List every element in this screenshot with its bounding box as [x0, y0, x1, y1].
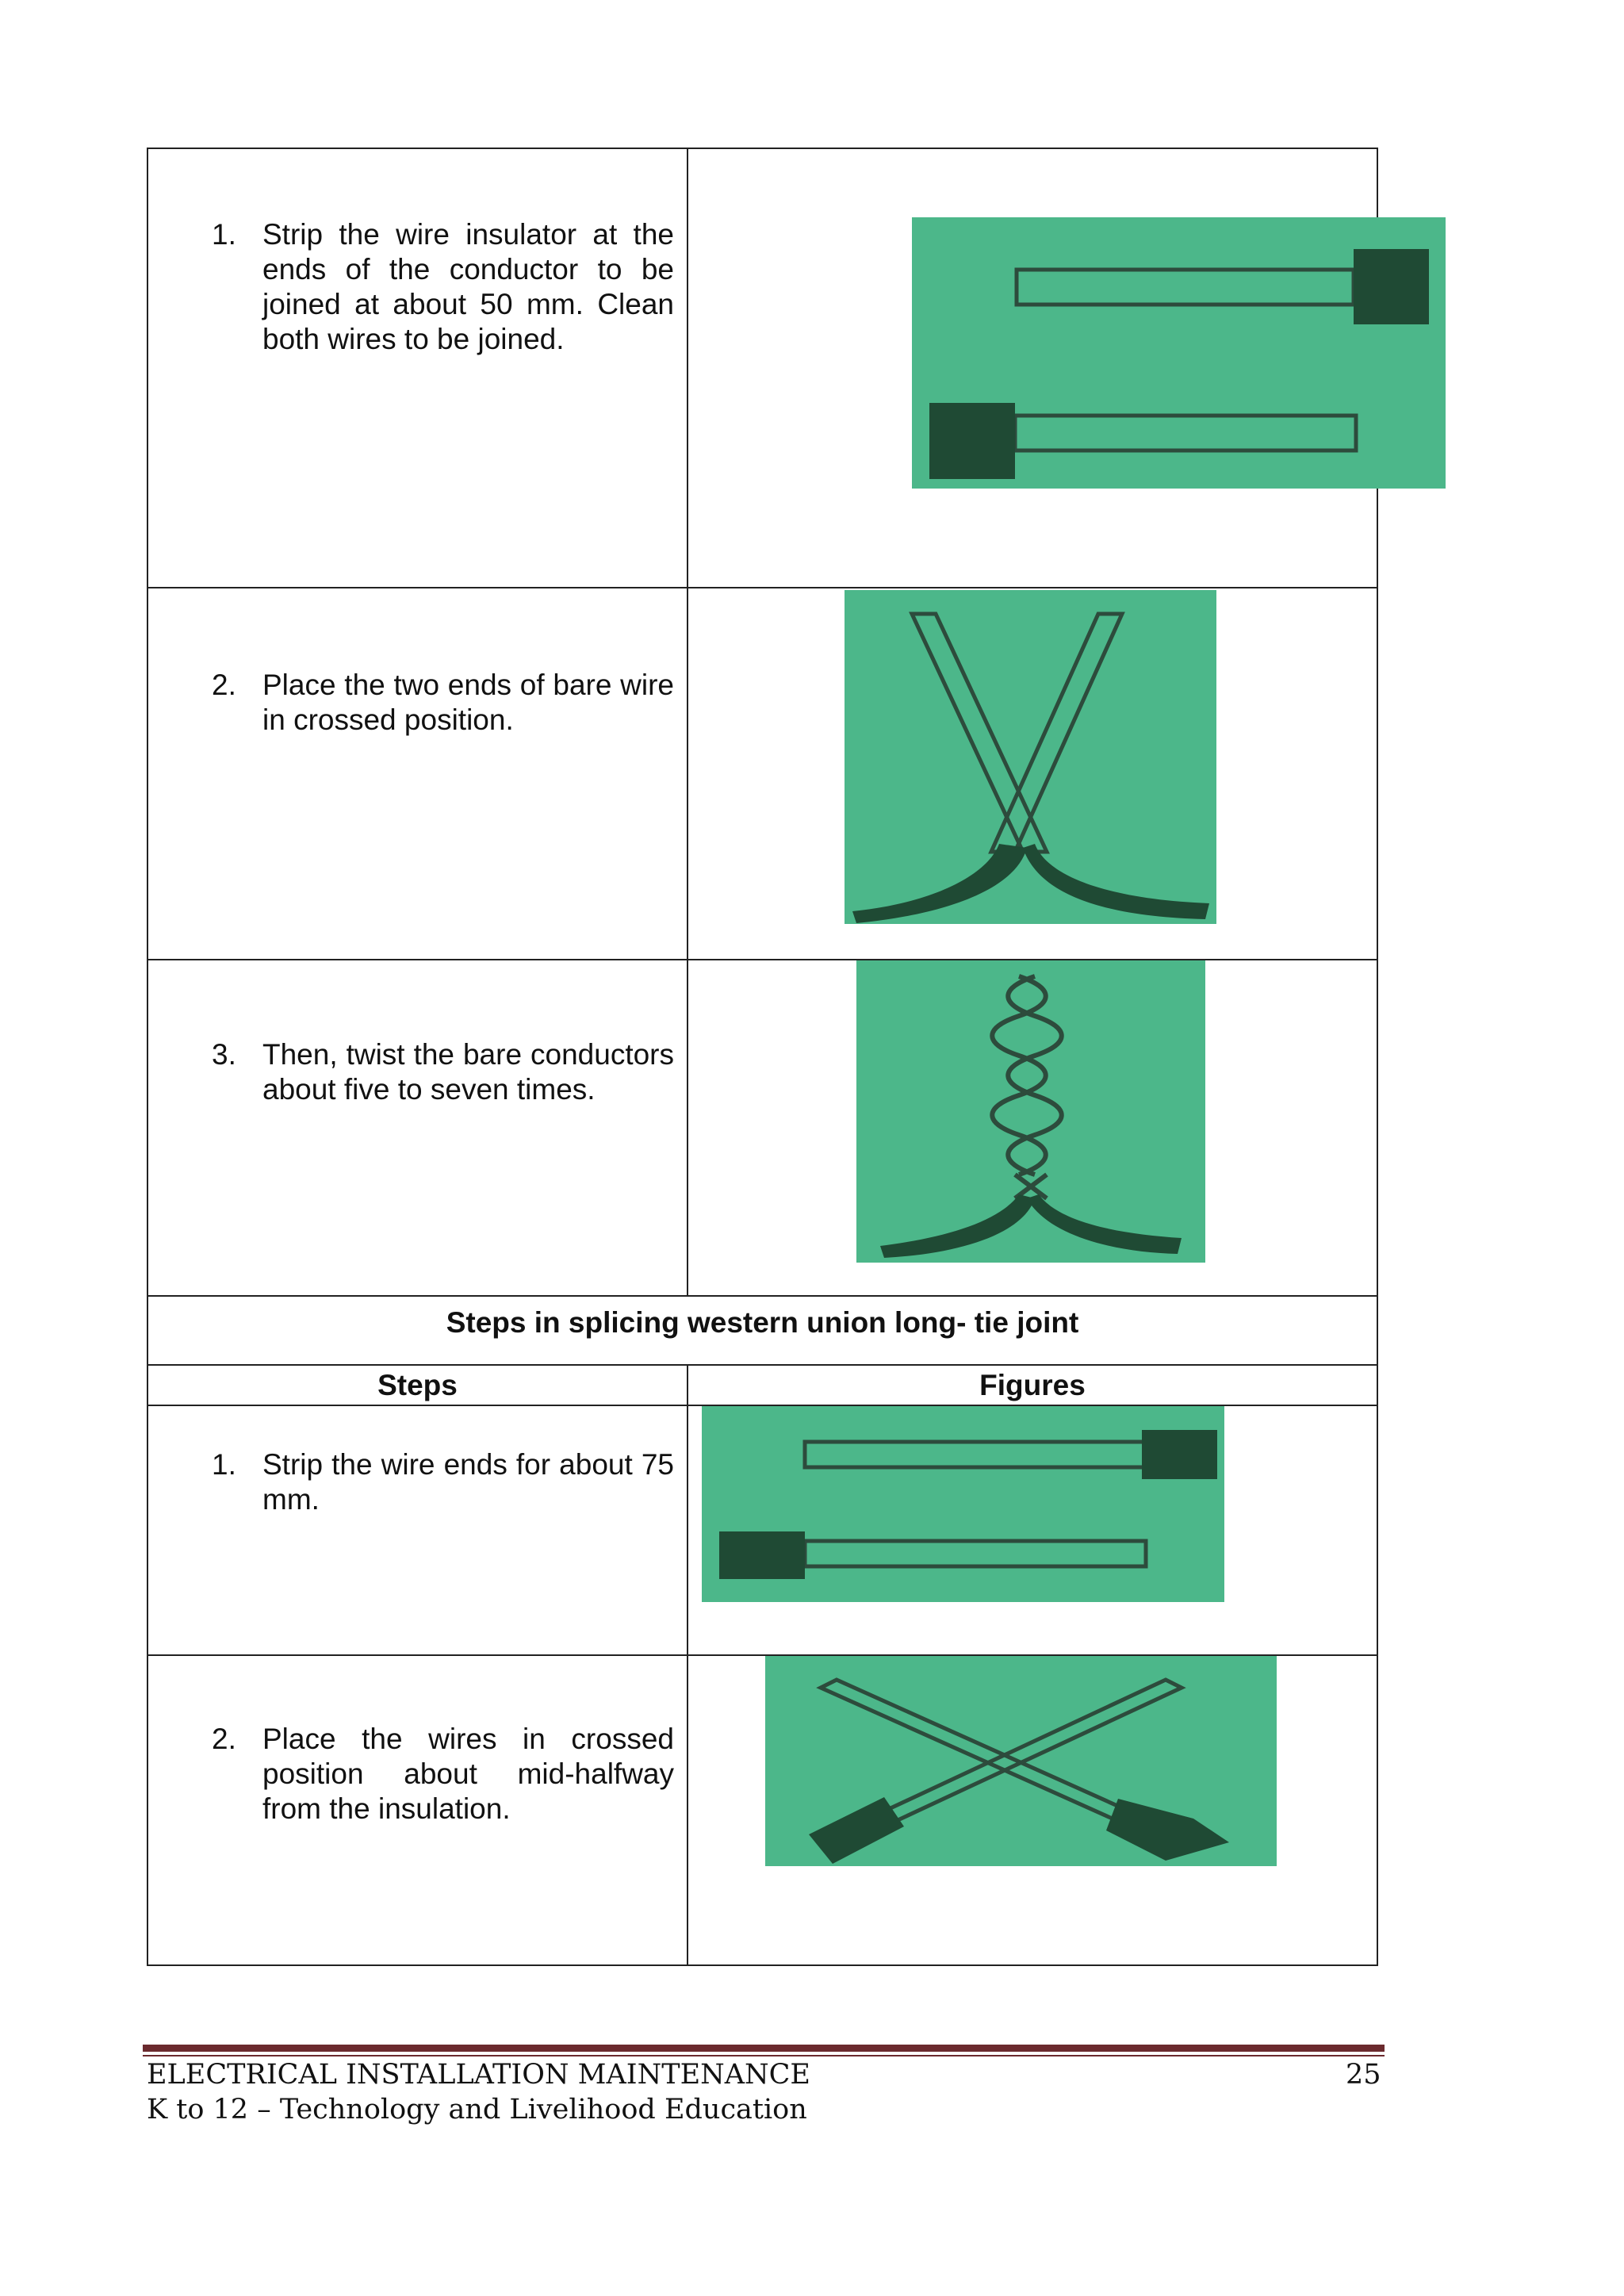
- twisted-wires-figure: [856, 960, 1205, 1263]
- table-row: [147, 1295, 1378, 1366]
- section-title-cell: [147, 1295, 1378, 1366]
- crossed-wires-figure: [765, 1656, 1277, 1866]
- step-text: Strip the wire insulator at the ends of the conductor to be joined at about 50 mm. Clean both wires to be joined.: [262, 218, 674, 355]
- step-text: Then, twist the bare conductors about five to seven times.: [262, 1038, 674, 1106]
- footer-title: ELECTRICAL INSTALLATION MAINTENANCE: [147, 2059, 810, 2091]
- step-item: [212, 217, 674, 357]
- step-item: [212, 1037, 674, 1107]
- figure-cell: [687, 959, 1378, 1297]
- figure-cell: [687, 587, 1378, 960]
- table-row: [147, 148, 1378, 588]
- step-cell: [147, 959, 688, 1297]
- table-row: [147, 1405, 1378, 1656]
- page-number: 25: [1346, 2059, 1381, 2091]
- table-header-row: [147, 1364, 1378, 1406]
- step-number: 1.: [212, 1448, 236, 1481]
- step-number: 1.: [212, 218, 236, 251]
- step-text: Place the two ends of bare wire in crossed position.: [262, 669, 674, 736]
- crossed-wires-figure: [845, 590, 1216, 924]
- stripped-wires-figure: [702, 1406, 1224, 1602]
- footer-rule-thin: [143, 2055, 1385, 2056]
- table-row: [147, 1654, 1378, 1966]
- table-row: [147, 959, 1378, 1297]
- steps-header-cell: [147, 1364, 688, 1406]
- step-item: [212, 1447, 674, 1517]
- step-item: [212, 668, 674, 738]
- step-text: Strip the wire ends for about 75 mm.: [262, 1448, 674, 1516]
- step-number: 2.: [212, 1723, 236, 1755]
- step-number: 2.: [212, 669, 236, 701]
- table-row: [147, 587, 1378, 960]
- step-text: Place the wires in crossed position about mid-halfway from the insulation.: [262, 1723, 674, 1825]
- step-cell: [147, 1405, 688, 1656]
- figure-cell: [687, 1654, 1378, 1966]
- figure-cell: [687, 148, 1378, 588]
- figures-column-header: Figures: [979, 1369, 1086, 1401]
- stripped-wires-figure: [912, 217, 1446, 489]
- step-cell: [147, 1654, 688, 1966]
- figure-cell: [687, 1405, 1378, 1656]
- figures-header-cell: [687, 1364, 1378, 1406]
- footer-subtitle: K to 12 – Technology and Livelihood Education: [147, 2094, 807, 2125]
- section-title: Steps in splicing western union long- tie joint: [446, 1306, 1079, 1339]
- step-cell: [147, 587, 688, 960]
- footer-rule: [143, 2045, 1385, 2052]
- step-cell: [147, 148, 688, 588]
- step-number: 3.: [212, 1038, 236, 1071]
- step-item: [212, 1722, 674, 1826]
- steps-column-header: Steps: [377, 1369, 458, 1401]
